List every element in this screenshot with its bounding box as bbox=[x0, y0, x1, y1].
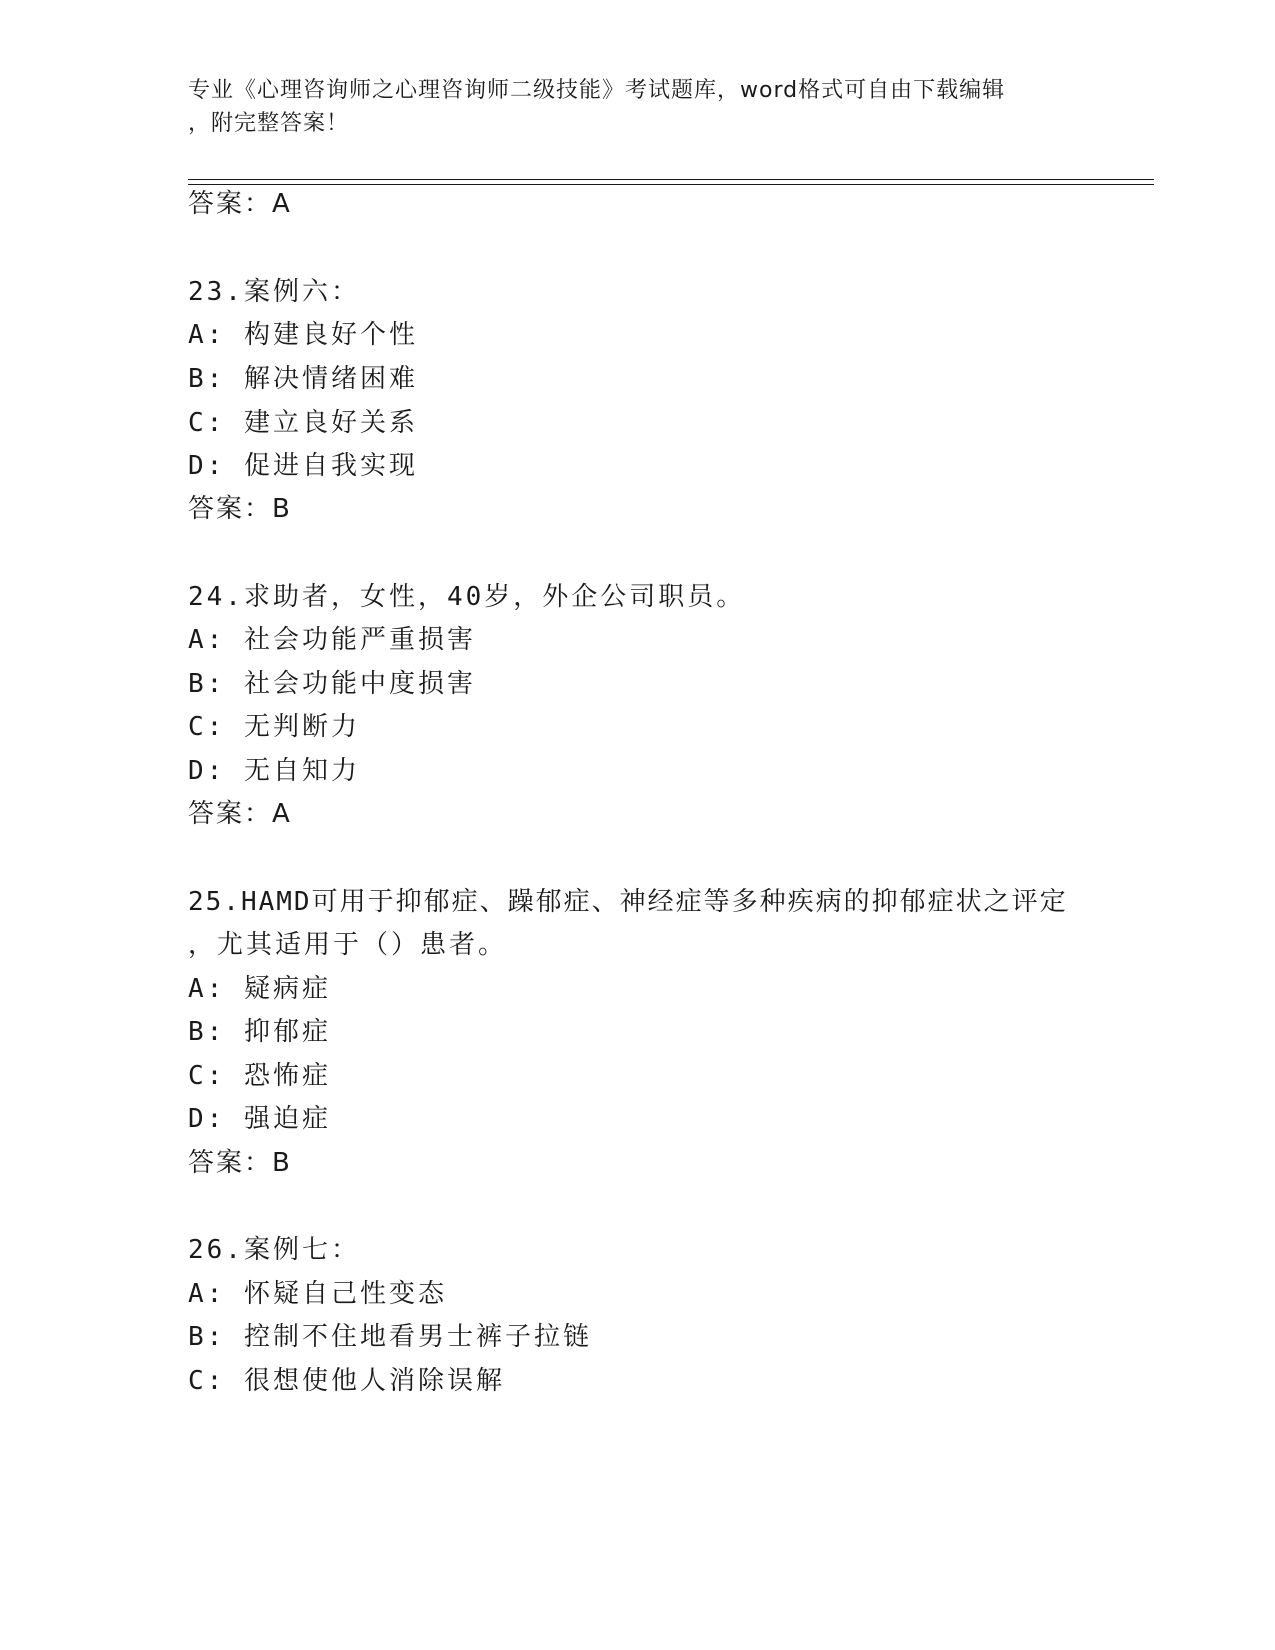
question-25-line-2: ，尤其适用于（）患者。 bbox=[188, 930, 508, 960]
question-23-option-b: B: 解决情绪困难 bbox=[188, 364, 418, 394]
question-23-option-a: A: 构建良好个性 bbox=[188, 320, 418, 350]
question-23: 23.案例六： bbox=[188, 277, 360, 307]
question-25-option-a: A: 疑病症 bbox=[188, 974, 331, 1004]
question-25-option-c: C: 恐怖症 bbox=[188, 1061, 331, 1091]
question-24-option-d: D: 无自知力 bbox=[188, 756, 360, 786]
header-rule-bottom bbox=[188, 184, 1154, 185]
question-26-option-c: C: 很想使他人消除误解 bbox=[188, 1366, 505, 1396]
header-rule-top bbox=[188, 179, 1154, 180]
answer-23: 答案：B bbox=[188, 494, 292, 524]
header-line-2: ，附完整答案！ bbox=[188, 111, 350, 136]
question-25-line-1: 25.HAMD可用于抑郁症、躁郁症、神经症等多种疾病的抑郁症状之评定 bbox=[188, 887, 1068, 917]
answer-22: 答案：A bbox=[188, 189, 292, 219]
question-26-option-a: A: 怀疑自己性变态 bbox=[188, 1279, 447, 1309]
question-24-option-a: A: 社会功能严重损害 bbox=[188, 625, 476, 655]
question-23-option-c: C: 建立良好关系 bbox=[188, 408, 418, 438]
question-25-option-d: D: 强迫症 bbox=[188, 1104, 331, 1134]
question-26: 26.案例七： bbox=[188, 1235, 360, 1265]
question-26-option-b: B: 控制不住地看男士裤子拉链 bbox=[188, 1322, 592, 1352]
header-line-1: 专业《心理咨询师之心理咨询师二级技能》考试题库，word格式可自由下载编辑 bbox=[188, 78, 1006, 103]
question-24-option-c: C: 无判断力 bbox=[188, 712, 360, 742]
answer-24: 答案：A bbox=[188, 799, 292, 829]
question-24: 24.求助者，女性，40岁，外企公司职员。 bbox=[188, 582, 746, 612]
answer-25: 答案：B bbox=[188, 1148, 292, 1178]
question-24-option-b: B: 社会功能中度损害 bbox=[188, 669, 476, 699]
question-25-option-b: B: 抑郁症 bbox=[188, 1017, 331, 1047]
document-header bbox=[188, 74, 1088, 140]
question-23-option-d: D: 促进自我实现 bbox=[188, 451, 418, 481]
